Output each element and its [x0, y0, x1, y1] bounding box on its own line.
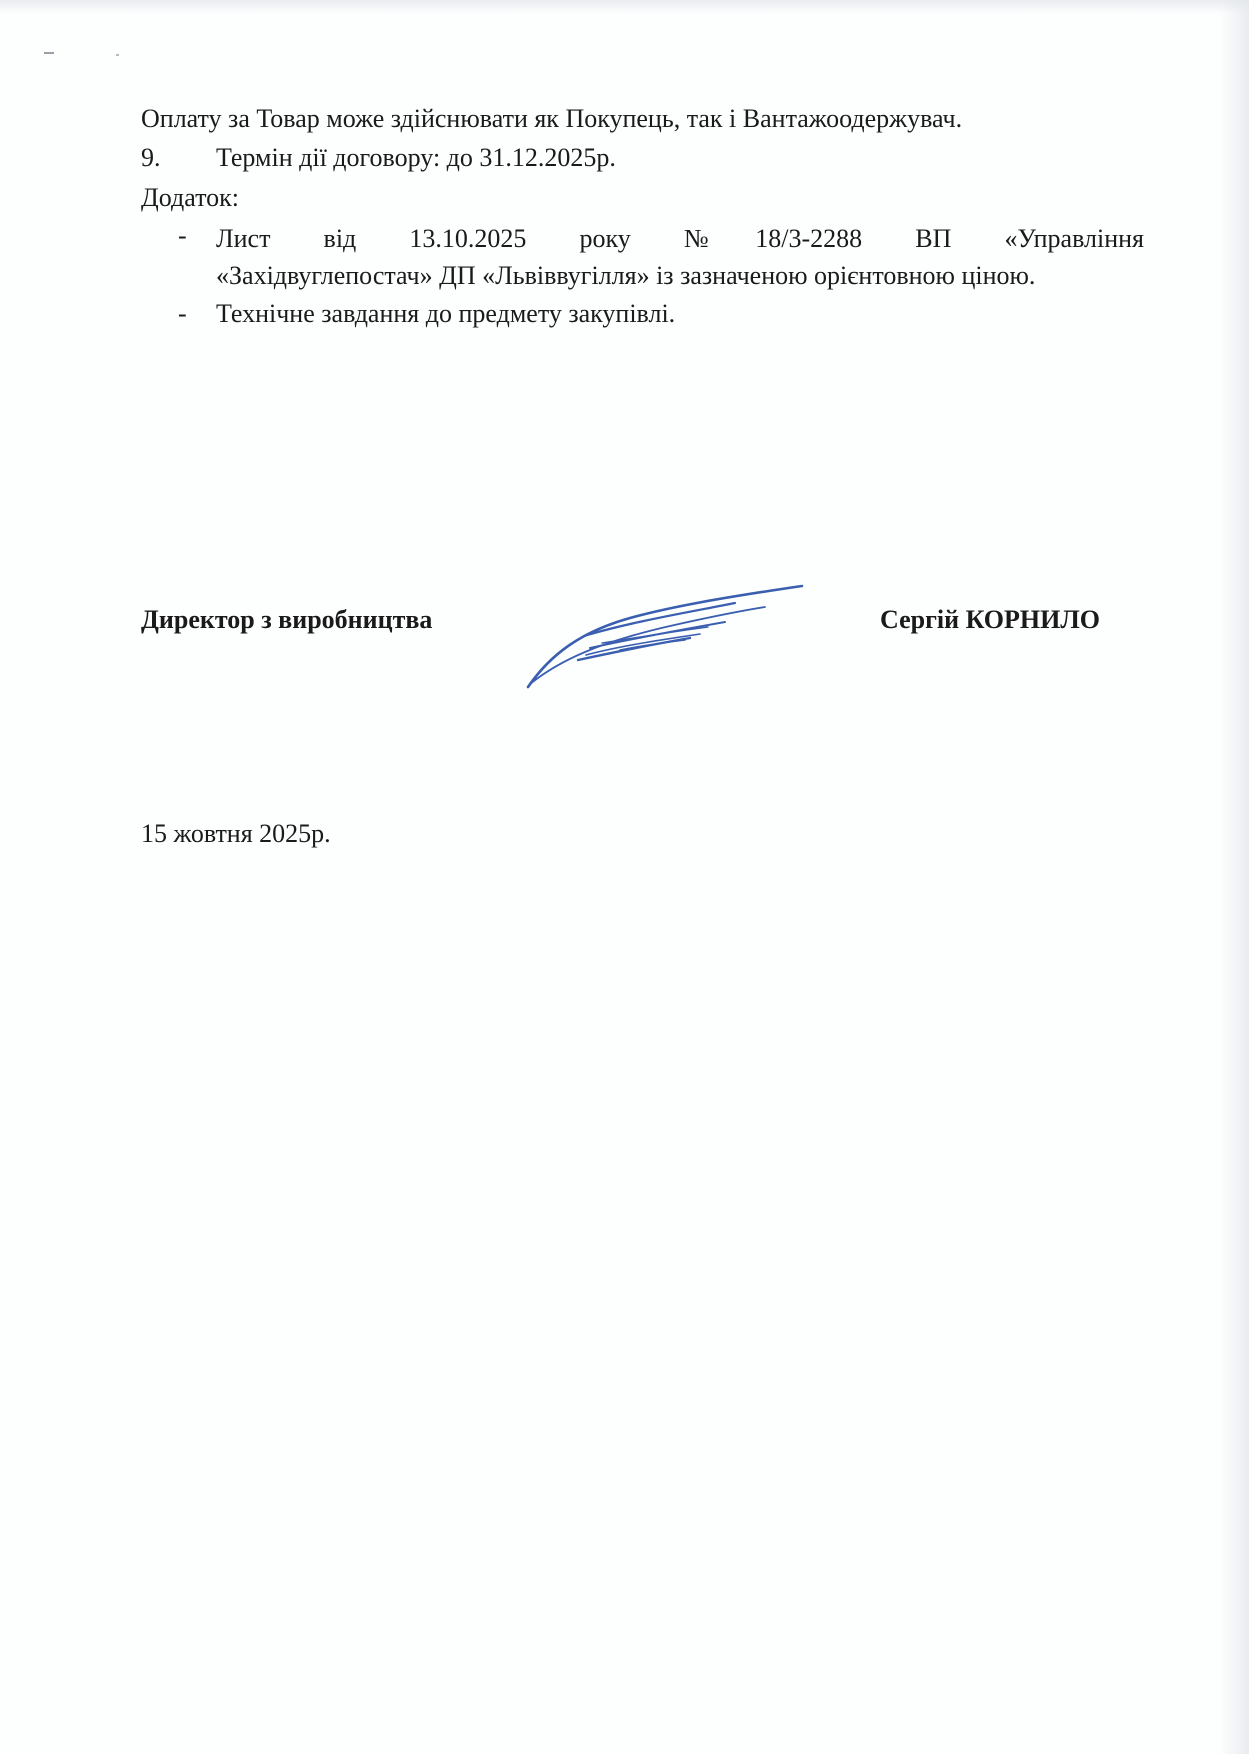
scan-top-shadow	[0, 0, 1249, 14]
document-date: 15 жовтня 2025р.	[141, 819, 331, 848]
payment-line: Оплату за Товар може здійснювати як Покупець, так і Вантажоодержувач.	[141, 104, 963, 133]
appendix-heading: Додаток:	[141, 183, 239, 212]
appendix-item-line: Лист від 13.10.2025 року №18/3-2288 ВП «Управління	[216, 224, 1144, 253]
contract-term: Термін дії договору: до 31.12.2025р.	[216, 143, 616, 172]
scan-speck	[44, 52, 54, 54]
signatory-name: Сергій КОРНИЛО	[880, 605, 1100, 634]
list-bullet: -	[178, 299, 187, 328]
signatory-role: Директор з виробництва	[141, 605, 433, 634]
clause-number: 9.	[141, 143, 161, 172]
appendix-item-technical-spec: Технічне завдання до предмету закупівлі.	[216, 299, 676, 328]
list-bullet: -	[178, 221, 187, 250]
appendix-item-line: «Західвуглепостач» ДП «Львіввугілля» із зазначеною орієнтовною ціною.	[216, 261, 1036, 290]
handwritten-signature	[520, 560, 810, 710]
scan-edge-shadow	[1221, 0, 1249, 1754]
scan-speck	[116, 54, 119, 56]
appendix-item-letter	[216, 220, 1144, 294]
